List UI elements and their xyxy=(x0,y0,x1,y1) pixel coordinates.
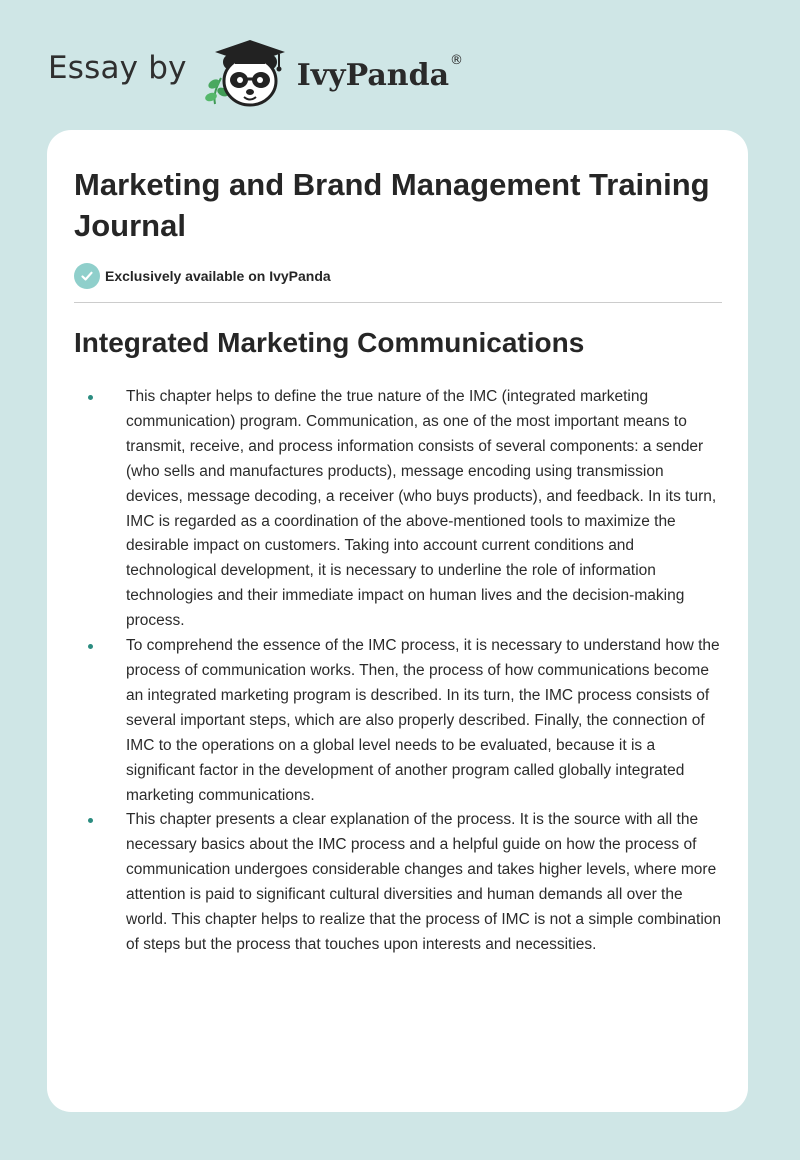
article-card xyxy=(47,130,748,1112)
divider xyxy=(74,302,722,303)
list-item-text: This chapter helps to define the true nature of the IMC (integrated marketing communication) program. Communication, as one of the most important means to transmit, receive, and process information consists of several components: a sender (who sells and manufactures products), message encoding using transmission devices, message decoding, a receiver (who buys products), and feedback. In its turn, IMC is regarded as a coordination of the above-mentioned tools to maximize the desirable impact on customers. Taking into account current conditions and technological development, it is necessary to underline the role of information technologies and their immediate impact on human lives and the decision-making process. xyxy=(126,388,717,630)
brand-prefix: Essay by xyxy=(48,50,187,86)
list-item xyxy=(47,808,748,957)
bullet-icon xyxy=(88,818,93,823)
section-title: Integrated Marketing Communications xyxy=(74,327,585,358)
bullet-icon xyxy=(88,644,93,649)
list-item xyxy=(47,385,748,634)
check-icon xyxy=(74,263,100,289)
bullet-list xyxy=(47,385,748,958)
panda-logo-icon xyxy=(201,34,291,110)
list-item-text: To comprehend the essence of the IMC process, it is necessary to understand how the process of communication works. Then, the process of how communications become an integrated marketing program is described. In its turn, the IMC process consists of several important steps, which are also properly described. Finally, the connection of IMC to the operations on a global level needs to be evaluated, because it is a significant factor in the development of another program called globally integrated marketing communications. xyxy=(126,637,720,804)
article-title: Marketing and Brand Management Training Journal xyxy=(74,167,710,243)
badge-text: Exclusively available on IvyPanda xyxy=(105,268,331,284)
brand-header[interactable] xyxy=(48,34,463,110)
exclusive-badge xyxy=(74,263,331,289)
brand-name: IvyPanda xyxy=(296,57,450,93)
bullet-icon xyxy=(88,395,93,400)
registered-mark: ® xyxy=(450,52,464,68)
list-item xyxy=(47,634,748,808)
list-item-text: This chapter presents a clear explanation of the process. It is the source with all the necessary basics about the IMC process and a helpful guide on how the process of communication undergoes considerable changes and takes higher levels, where more attention is paid to significant cultural diversities and human demands all over the world. This chapter helps to realize that the process of IMC is not a simple combination of steps but the process that touches upon interests and necessities. xyxy=(126,811,722,953)
